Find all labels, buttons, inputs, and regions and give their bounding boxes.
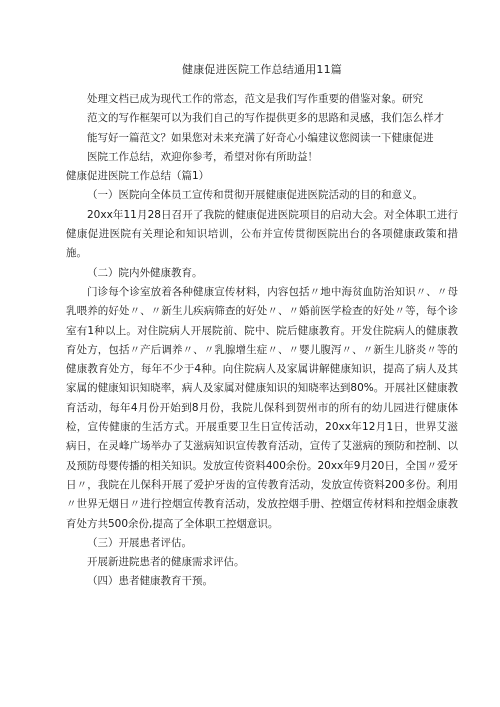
document-page xyxy=(66,62,458,592)
intro-paragraph xyxy=(66,90,458,167)
p3-heading: （三）开展患者评估。 xyxy=(87,536,192,549)
intro-line: 能写好一篇范文？如果您对未来充满了好奇心小编建议您阅读一下健康促进 xyxy=(87,131,434,144)
p1-body: 20xx年11月28日召开了我院的健康促进医院项目的启动大会。对全体职工进行健康促进医院有关理论和知识培训，公布并宣传贯彻医院出台的各项健康政策和措施。 xyxy=(66,208,458,260)
intro-line: 范文的写作框架可以为我们自己的写作提供更多的思路和灵感，我们怎么样才 xyxy=(87,112,444,125)
p2-body: 门诊每个诊室放着各种健康宣传材料，内容包括〃地中海贫血防治知识〃、〃母乳喂养的好处〃、〃新生儿疾病筛查的好处〃、〃婚前医学检查的好处〃等，每个诊室有1种以上。对住院病人开展院前、院中、院后健康教育。开发住院病人的健康教育处方，包括〃产后调养〃、〃乳腺增生症〃、〃婴儿腹泻〃、〃新生儿脐炎〃等的健康教育处方，每年不少于4种。向住院病人及家属讲解健康知识，提高了病人及其家属的健康知识知晓率，病人及家属对健康知识的知晓率达到80%。开展社区健康教育活动，每年4月份开始到8月份，我院儿保科到贺州市的所有的幼儿园进行健康体检，宣传健康的生活方式。开展重要卫生日宣传活动，20xx年12月1日，世界艾滋病日，在灵峰广场举办了艾滋病知识宣传教育活动，宣传了艾滋病的预防和控制、以及预防母婴传播的相关知识。发放宣传资料400余份。20xx年9月20日，全国〃爱牙日〃，我院在儿保科开展了爱护牙齿的宣传教育活动，发放宣传资料200多份。利用〃世界无烟日〃进行控烟宣传教育活动，发放控烟手册、控烟宣传材料和控烟金康教育处方共500余份,提高了全体职工控烟意识。 xyxy=(66,285,458,530)
p3-body: 开展新进院患者的健康需求评估。 xyxy=(87,556,245,569)
intro-line: 医院工作总结，欢迎你参考，希望对你有所助益！ xyxy=(87,150,318,163)
p2-heading: （二）院内外健康教育。 xyxy=(87,266,203,279)
document-title: 健康促进医院工作总结通用11篇 xyxy=(182,63,342,76)
p4-heading: （四）患者健康教育干预。 xyxy=(87,575,213,588)
section-title: 健康促进医院工作总结（篇1） xyxy=(66,170,210,183)
intro-line: 处理文档已成为现代工作的常态，范文是我们写作重要的借鉴对象。研究 xyxy=(87,93,423,105)
p1-heading: （一）医院向全体员工宣传和贯彻开展健康促进医院活动的目的和意义。 xyxy=(87,189,423,202)
